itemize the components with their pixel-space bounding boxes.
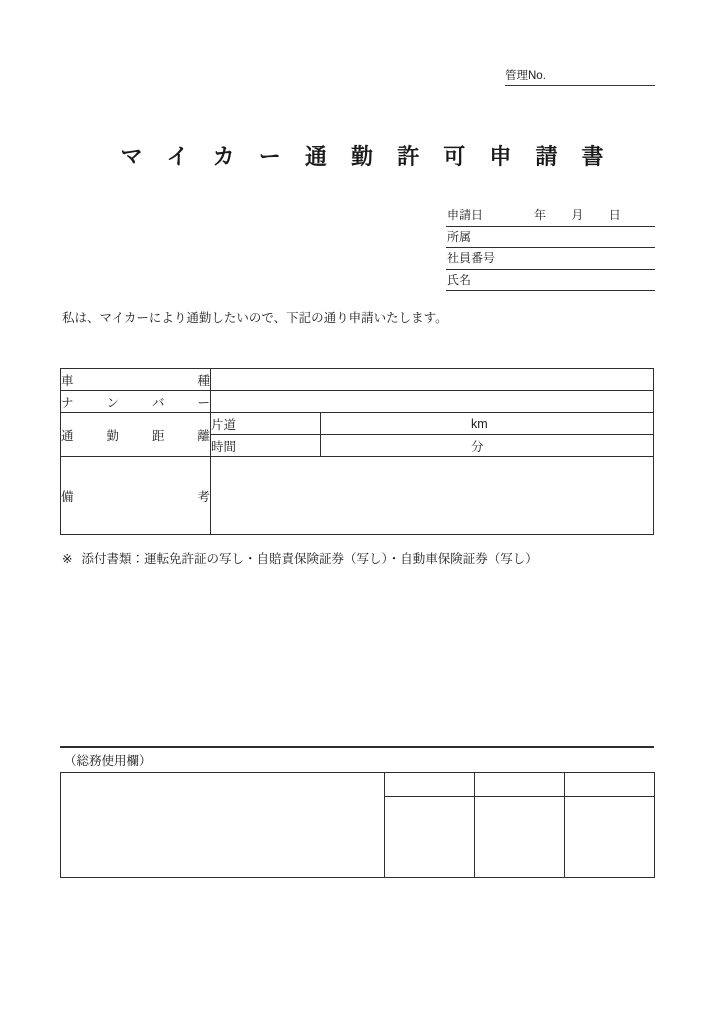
table-row-remarks (61, 457, 654, 535)
applicant-row-employee-number[interactable] (446, 248, 655, 270)
table-row-plate-number (61, 391, 654, 413)
admin-column-1-header[interactable] (385, 773, 475, 797)
application-details-table (60, 368, 654, 535)
year-mark: 年 (534, 208, 547, 222)
control-number-field[interactable] (505, 62, 655, 86)
department-label: 所属 (447, 229, 472, 244)
page-title: マ イ カ ー 通 勤 許 可 申 請 書 (120, 144, 613, 169)
admin-header-row (61, 773, 655, 797)
admin-column-2-body[interactable] (475, 797, 565, 878)
admin-column-3-body[interactable] (565, 797, 655, 878)
month-mark: 月 (571, 208, 584, 222)
attachment-note-text: 添付書類：運転免許証の写し・自賠責保険証券（写し）・自動車保険証券（写し） (81, 552, 538, 566)
attachment-note (62, 549, 538, 567)
remarks-input[interactable] (211, 457, 654, 535)
time-unit-minutes: 分 (471, 439, 484, 454)
distance-unit-km: km (471, 416, 488, 431)
admin-column-1-body[interactable] (385, 797, 475, 878)
vehicle-type-label: 車 種 (61, 369, 211, 391)
admin-section-divider (60, 746, 654, 748)
name-label: 氏名 (447, 272, 472, 287)
applicant-row-date[interactable] (446, 205, 655, 227)
admin-section-caption: （総務使用欄） (64, 754, 152, 768)
remarks-label: 備 考 (61, 457, 211, 535)
admin-column-3-header[interactable] (565, 773, 655, 797)
time-label: 時間 (211, 435, 321, 457)
applicant-row-department[interactable] (446, 227, 655, 249)
plate-number-label: ナ ン バ ー (61, 391, 211, 413)
applicant-row-name[interactable] (446, 270, 655, 292)
employee-number-label: 社員番号 (447, 251, 496, 265)
admin-use-table (60, 772, 655, 878)
commute-time-input[interactable] (321, 435, 654, 457)
statement-text: 私は、マイカーにより通勤したいので、下記の通り申請いたします。 (62, 311, 448, 325)
oneway-label: 片道 (211, 413, 321, 435)
table-row-vehicle-type (61, 369, 654, 391)
note-mark-icon: ※ (62, 552, 73, 566)
application-date-label: 申請日 (447, 208, 484, 222)
control-number-label: 管理No. (505, 70, 546, 82)
table-row-commute-distance-oneway (61, 413, 654, 435)
day-mark: 日 (608, 208, 621, 222)
plate-number-input[interactable] (211, 391, 654, 413)
admin-notes-cell[interactable] (61, 773, 385, 878)
vehicle-type-input[interactable] (211, 369, 654, 391)
applicant-info-block (446, 205, 655, 291)
oneway-distance-input[interactable] (321, 413, 654, 435)
admin-column-2-header[interactable] (475, 773, 565, 797)
date-unit-marks (534, 206, 621, 223)
commute-distance-label: 通 勤 距 離 (61, 413, 211, 457)
